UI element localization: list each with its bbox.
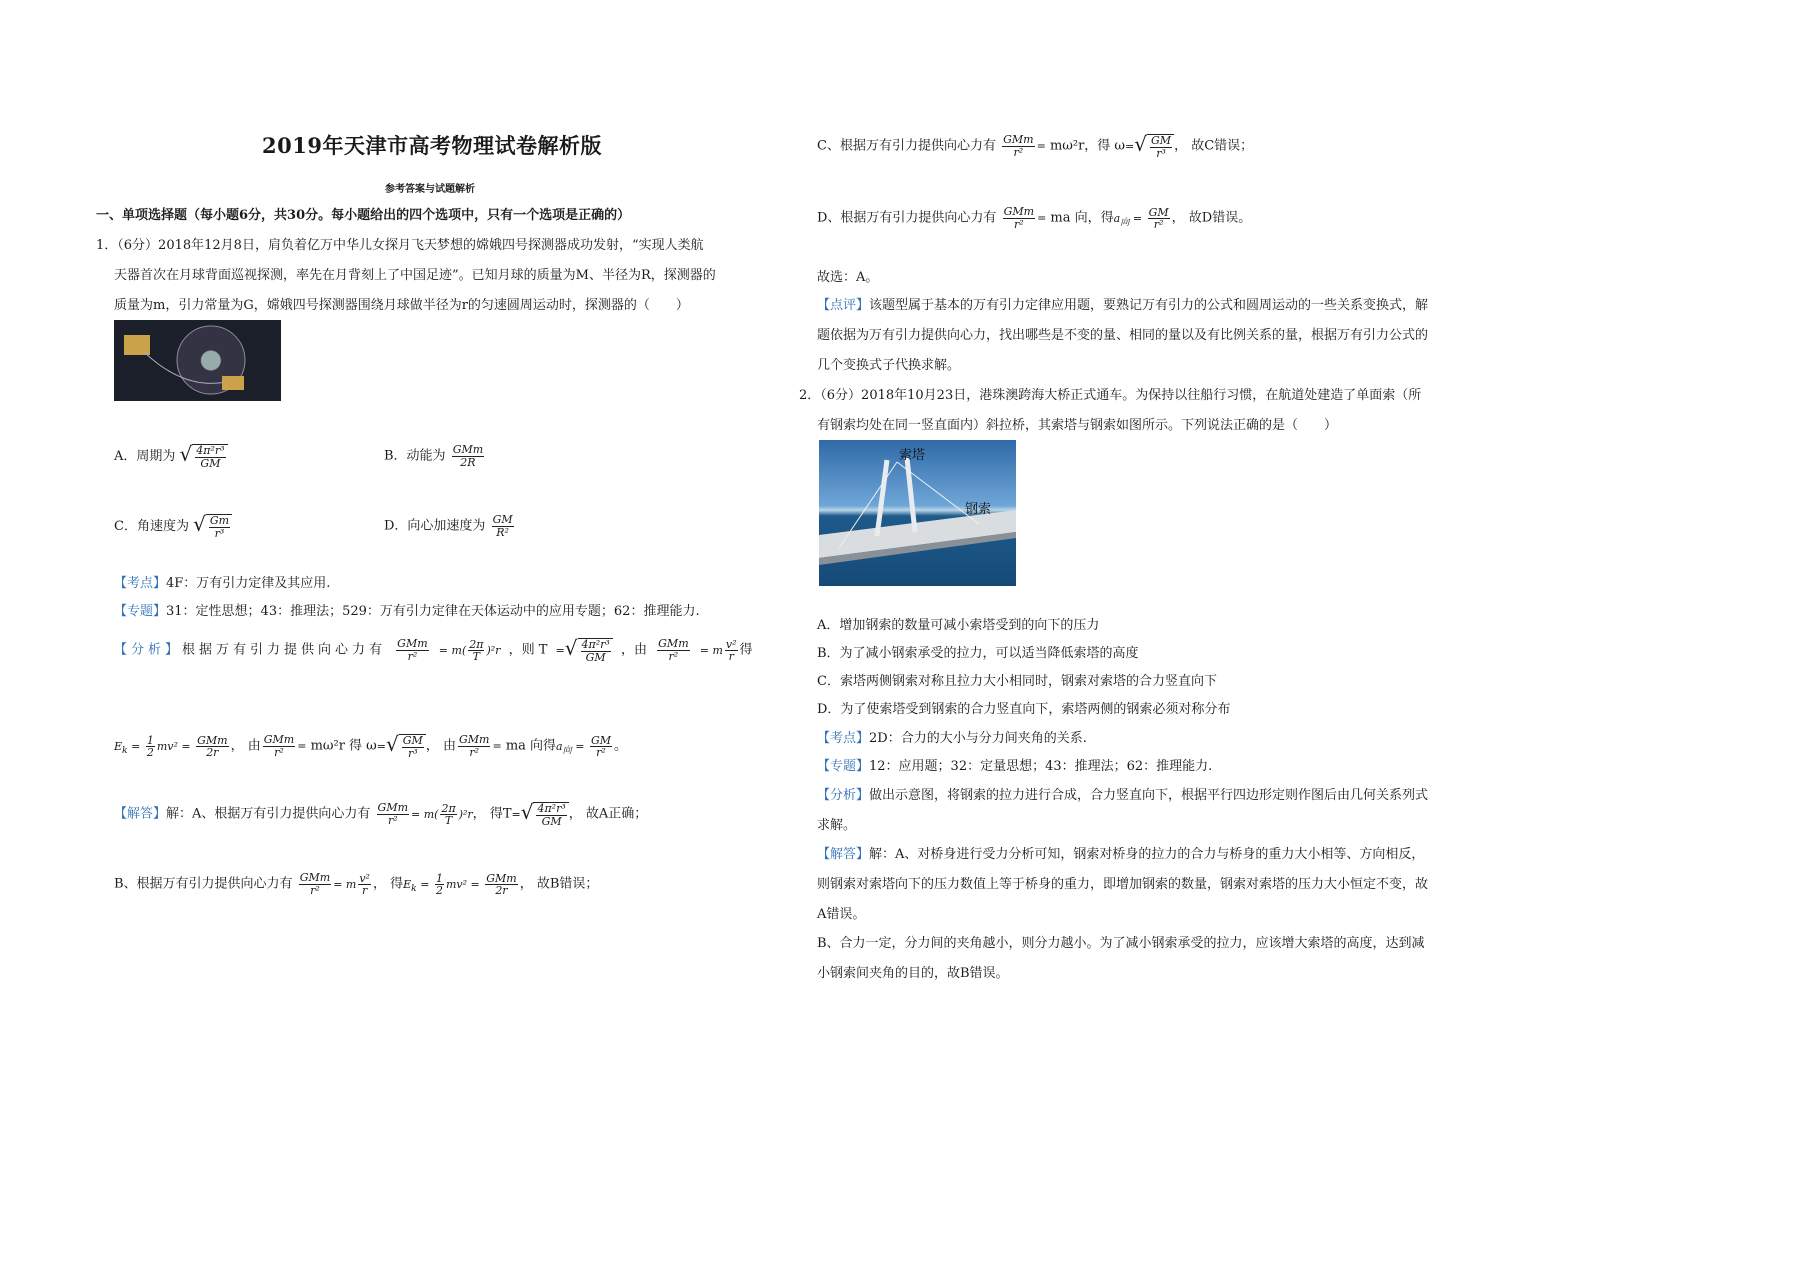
q2-option-a: A．增加钢索的数量可减小索塔受到的向下的压力 [817, 618, 1100, 633]
q2-fenxi-line1: 【分析】做出示意图，将钢索的拉力进行合成，合力竖直向下，根据平行四边形定则作图后由几何关系列式 [817, 788, 1429, 803]
q1-line1: 1．（6分）2018年12月8日，肩负着亿万中华儿女探月飞天梦想的嫦娥四号探测器成功发射，“实现人类航 [96, 238, 704, 253]
right-d-line: D、根据万有引力提供向心力有 $\frac{\text{GMm}}{\text{r²}}$ = ma 向，得$a_向$ = $\frac{GM}{\text{r²}}$ ， 故D错误。 [817, 205, 1252, 232]
q2-fenxi-line2: 求解。 [817, 818, 857, 833]
right-c-line: C、根据万有引力提供向心力有 $\frac{\text{GMm}}{\text{r²}}$ = mω²r，得 ω= √ $\frac{GM}{\text{r³}}$ ， 故C错误； [817, 132, 1254, 160]
dianping-line1: 【点评】该题型属于基本的万有引力定律应用题，要熟记万有引力的公式和圆周运动的一些关系变换式，解 [817, 298, 1429, 313]
q2-line1: 2．（6分）2018年10月23日，港珠澳跨海大桥正式通车。为保持以往船行习惯，在航道处建造了单面索（所 [799, 388, 1422, 403]
q2-jieda-line1: 【解答】解：A、对桥身进行受力分析可知，钢索对桥身的拉力的合力与桥身的重力大小相等、方向相反， [817, 847, 1425, 862]
q2-line2: 有钢索均处在同一竖直面内）斜拉桥，其索塔与钢索如图所示。下列说法正确的是（ ） [817, 418, 1338, 433]
q1-kaodian: 【考点】4F：万有引力定律及其应用. [114, 576, 331, 591]
q1-option-a: A．周期为 √ $\frac{\text{4π²r³}}{GM}$ [114, 444, 228, 469]
q1-line3: 质量为m，引力常量为G，嫦娥四号探测器围绕月球做半径为r的匀速圆周运动时，探测器的（ ） [114, 298, 689, 313]
dianping-line3: 几个变换式子代换求解。 [817, 358, 961, 373]
q1-zhuanti: 【专题】31：定性思想；43：推理法；529：万有引力定律在天体运动中的应用专题；62：推理能力. [114, 604, 700, 619]
q2-jieda-line4: B、合力一定，分力间的夹角越小，则分力越小。为了减小钢索承受的拉力，应该增大索塔的高度，达到减 [817, 936, 1425, 951]
q1-line2: 天器首次在月球背面巡视探测，率先在月背刻上了中国足迹”。已知月球的质量为M、半径为R，探测器的 [114, 268, 716, 283]
q1-option-b: B．动能为 $\frac{\text{GMm}}{2R}$ [384, 443, 484, 469]
chang-e-probe-image [114, 320, 281, 401]
q2-zhuanti: 【专题】12：应用题；32：定量思想；43：推理法；62：推理能力. [817, 759, 1213, 774]
q2-jieda-line5: 小钢索间夹角的目的，故B错误。 [817, 966, 1009, 981]
q2-kaodian: 【考点】2D：合力的大小与分力间夹角的关系. [817, 731, 1087, 746]
q1-jieda-a: 【解答】解：A、根据万有引力提供向心力有 $\frac{\text{GMm}}{\text{r²}}$ = m( $\frac{2\pi}{T}$ )²r， 得T= √ $\frac{\text{4π²r³}}{GM}$ ， 故A正确； [114, 800, 648, 828]
guxuan: 故选：A。 [817, 270, 879, 285]
q1-jieda-b: B、根据万有引力提供向心力有 $\frac{\text{GMm}}{\text{r²}}$ = m $\frac{\text{v²}}{r}$ ， 得$E_k$ = $\frac{1}{2}$ mv² = $\frac{\text{GMm}}{2r}$ ， 故B错误； [114, 871, 599, 898]
q1-fenxi-line1: 【分析】根据万有引力提供向心力有 $\frac{\text{GMm}}{\text{r²}}$ = m( $\frac{2\pi}{T}$ )²r ，则 T = √ $\frac{\text{4π²r³}}{GM}$ ，由 $\frac{\text{GMm}}{\text{r²}}$ = m $\frac{\text{v²}}{r}$ 得 [114, 636, 753, 664]
dianping-line2: 题依据为万有引力提供向心力，找出哪些是不变的量、相同的量以及有比例关系的量，根据万有引力公式的 [817, 328, 1429, 343]
q2-option-d: D．为了使索塔受到钢索的合力竖直向下，索塔两侧的钢索必须对称分布 [817, 702, 1231, 717]
q1-option-d: D．向心加速度为 $\frac{GM}{\text{R²}}$ [384, 513, 513, 539]
q2-jieda-line3: A错误。 [817, 907, 866, 922]
page-title: 2019年天津市高考物理试卷解析版 [262, 133, 602, 158]
q1-option-c: C．角速度为 √ $\frac{Gm}{\text{r³}}$ [114, 514, 232, 539]
q2-jieda-line2: 则钢索对索塔向下的压力数值上等于桥身的重力，即增加钢索的数量，钢索对索塔的压力大小恒定不变，故 [817, 877, 1429, 892]
page-subtitle: 参考答案与试题解析 [385, 184, 475, 195]
q2-option-c: C．索塔两侧钢索对称且拉力大小相同时，钢索对索塔的合力竖直向下 [817, 674, 1217, 689]
label-cable: 钢索 [965, 502, 992, 517]
q1-fenxi-line2: $E_k$ = $\frac{1}{2}$ mv² = $\frac{\text{GMm}}{2r}$ ， 由 $\frac{\text{GMm}}{\text{r²}}$ = mω²r 得 ω= √ $\frac{GM}{\text{r³}}$ ， 由 $\frac{\text{GMm}}{\text{r²}}$ = ma 向得$a_向$ = $\frac{GM}{\text{r²}}$ 。 [114, 732, 628, 760]
label-tower: 索塔 [899, 448, 926, 463]
q2-option-b: B．为了减小钢索承受的拉力，可以适当降低索塔的高度 [817, 646, 1139, 661]
section-heading: 一、单项选择题（每小题6分，共30分。每小题给出的四个选项中，只有一个选项是正确的） [96, 208, 631, 223]
bridge-image [819, 440, 1016, 586]
